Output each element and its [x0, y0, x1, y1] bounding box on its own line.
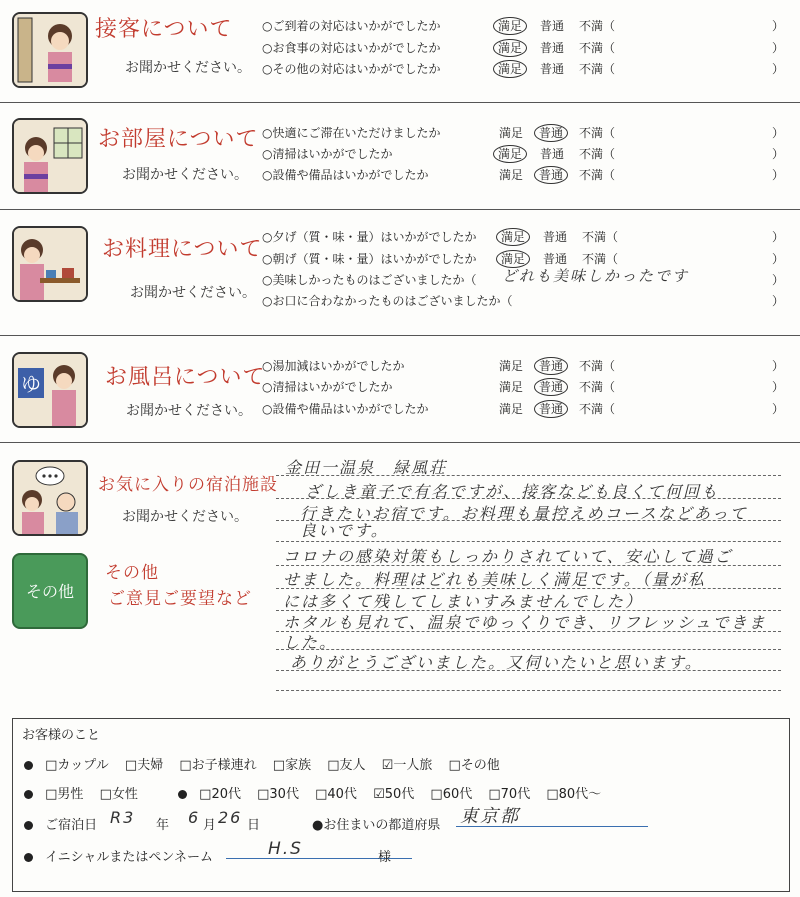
bath-q1-normal[interactable]: 普通	[534, 357, 568, 375]
stay-year-value[interactable]: R3	[110, 808, 136, 827]
close-paren: ）	[772, 147, 785, 161]
companion-friend[interactable]: □友人	[327, 758, 366, 773]
bath-q3-dissatisfied[interactable]: 不満（	[579, 402, 616, 416]
close-paren: ）	[772, 402, 785, 416]
guest-info-box	[12, 718, 790, 892]
food-q1-normal[interactable]: 普通	[543, 230, 568, 244]
hostess-bath-illustration	[12, 352, 88, 428]
favorite-line-4[interactable]: 良いです。	[300, 521, 389, 540]
room-q2-normal[interactable]: 普通	[540, 147, 565, 161]
age-30s[interactable]: □30代	[257, 787, 299, 802]
section-divider	[0, 209, 800, 210]
name-row	[24, 846, 213, 865]
companion-family[interactable]: □家族	[272, 758, 312, 773]
close-paren: ）	[772, 359, 785, 373]
close-paren: ）	[772, 41, 785, 55]
section-divider	[0, 335, 800, 336]
other-icon-box	[12, 553, 88, 629]
gender-female[interactable]: □女性	[99, 787, 138, 802]
companion-married[interactable]: □夫婦	[124, 758, 164, 773]
writing-rule	[276, 670, 781, 671]
hostess-food-illustration	[12, 226, 88, 302]
bullet	[24, 821, 33, 830]
bath-icon-text: ゆ	[21, 372, 41, 396]
close-paren: ）	[772, 380, 785, 394]
room-q1-satisfied[interactable]: 満足	[499, 126, 524, 140]
food-q3-answer[interactable]: どれも美味しかったです	[502, 267, 690, 285]
age-80s-plus[interactable]: □80代〜	[546, 787, 602, 802]
food-title: お料理について	[102, 237, 263, 262]
room-q2-satisfied[interactable]: 満足	[493, 145, 527, 163]
food-q3: ○美味しかったものはございましたか（	[262, 273, 477, 287]
food-q2-satisfied[interactable]: 満足	[496, 250, 530, 268]
room-title: お部屋について	[98, 127, 259, 152]
section-divider	[0, 102, 800, 103]
prefecture-value[interactable]: 東京都	[460, 806, 520, 827]
favorite-line-3[interactable]: 行きたいお宿です。お料理も量控えめコースなどあって	[300, 504, 748, 523]
service-title: 接客について	[95, 17, 233, 42]
other-title-2: ご意見ご要望など	[108, 589, 252, 609]
service-q3: ○その他の対応はいかがでしたか	[262, 62, 441, 76]
bath-subtitle: お聞かせください。	[126, 403, 252, 419]
bath-q2-normal[interactable]: 普通	[534, 378, 568, 396]
favorite-line-1[interactable]: 金田一温泉 緑風荘	[285, 458, 448, 477]
gender-male[interactable]: □男性	[45, 787, 84, 802]
bullet	[24, 790, 33, 799]
room-q3-normal[interactable]: 普通	[534, 166, 568, 184]
room-subtitle: お聞かせください。	[122, 167, 248, 183]
age-60s[interactable]: □60代	[430, 787, 473, 802]
companion-other[interactable]: □その他	[448, 758, 500, 773]
bath-q2-satisfied[interactable]: 満足	[499, 380, 524, 394]
food-q4: ○お口に合わなかったものはございましたか（	[262, 294, 513, 308]
room-q1: ○快適にご滞在いただけましたか	[262, 126, 441, 140]
food-q2-normal[interactable]: 普通	[543, 252, 568, 266]
close-paren: ）	[772, 19, 785, 33]
service-q2: ○お食事の対応はいかがでしたか	[262, 41, 441, 55]
age-50s[interactable]: ☑50代	[373, 787, 415, 802]
service-q1-satisfied[interactable]: 満足	[493, 17, 527, 35]
prefecture-underline	[456, 826, 648, 827]
writing-rule	[276, 631, 781, 632]
service-q1: ○ご到着の対応はいかがでしたか	[262, 19, 441, 33]
writing-rule	[276, 498, 781, 499]
bath-q3: ○設備や備品はいかがでしたか	[262, 402, 429, 416]
stay-day-value[interactable]: 26	[218, 808, 243, 827]
other-line-3[interactable]: には多くて残してしまいすみませんでした）	[283, 592, 644, 611]
age-40s[interactable]: □40代	[315, 787, 357, 802]
hostess-room-illustration	[12, 118, 88, 194]
hostess-door-illustration	[12, 12, 88, 88]
favorite-subtitle: お聞かせください。	[122, 509, 248, 525]
other-line-2[interactable]: せました。料理はどれも美味しく満足です。（量が私	[283, 570, 706, 589]
companion-with-kids[interactable]: □お子様連れ	[179, 758, 257, 773]
other-line-4[interactable]: ホタルも見れて、温泉でゆっくりでき、リフレッシュできま	[283, 613, 767, 632]
close-paren: ）	[772, 230, 785, 244]
close-paren: ）	[772, 62, 785, 76]
stay-date-label: ご宿泊日	[45, 818, 98, 833]
section-divider	[0, 442, 800, 443]
room-q1-dissatisfied[interactable]: 不満（	[579, 126, 616, 140]
food-q2-dissatisfied[interactable]: 不満（	[582, 252, 619, 266]
room-q3-dissatisfied[interactable]: 不満（	[579, 168, 616, 182]
prefecture-label: ●お住まいの都道府県	[312, 818, 441, 833]
food-q1-dissatisfied[interactable]: 不満（	[582, 230, 619, 244]
bath-q3-satisfied[interactable]: 満足	[499, 402, 524, 416]
day-unit: 日	[247, 818, 261, 833]
service-q1-dissatisfied[interactable]: 不満（	[579, 19, 616, 33]
writing-rule	[276, 475, 781, 476]
service-q2-satisfied[interactable]: 満足	[493, 39, 527, 57]
year-unit: 年	[156, 818, 170, 833]
bath-q2: ○清掃はいかがでしたか	[262, 380, 393, 394]
age-70s[interactable]: □70代	[488, 787, 531, 802]
writing-rule	[276, 541, 781, 542]
companion-solo[interactable]: ☑一人旅	[381, 758, 433, 773]
service-q3-dissatisfied[interactable]: 不満（	[579, 62, 616, 76]
room-q3-satisfied[interactable]: 満足	[499, 168, 524, 182]
room-q2-dissatisfied[interactable]: 不満（	[579, 147, 616, 161]
service-q3-satisfied[interactable]: 満足	[493, 60, 527, 78]
food-q2: ○朝げ（質・味・量）はいかがでしたか	[262, 252, 477, 266]
food-q1-satisfied[interactable]: 満足	[496, 228, 530, 246]
bath-q1: ○湯加減はいかがでしたか	[262, 359, 405, 373]
bath-title: お風呂について	[105, 365, 266, 390]
service-q3-normal[interactable]: 普通	[540, 62, 565, 76]
food-q1: ○夕げ（質・味・量）はいかがでしたか	[262, 230, 477, 244]
close-paren: ）	[772, 126, 785, 140]
writing-rule	[276, 690, 781, 691]
close-paren: ）	[772, 273, 785, 287]
gender-age-row	[24, 783, 613, 802]
bath-q2-dissatisfied[interactable]: 不満（	[579, 380, 616, 394]
chat-couple-illustration	[12, 460, 88, 536]
favorite-line-2[interactable]: ざしき童子で有名ですが、接客なども良くて何回も	[305, 482, 720, 501]
room-q1-normal[interactable]: 普通	[534, 124, 568, 142]
other-line-5[interactable]: した。	[283, 633, 338, 652]
food-subtitle: お聞かせください。	[130, 285, 256, 301]
name-value[interactable]: H.S	[268, 839, 303, 859]
bullet	[178, 790, 187, 799]
close-paren: ）	[772, 168, 785, 182]
room-q2: ○清掃はいかがでしたか	[262, 147, 393, 161]
room-q3: ○設備や備品はいかがでしたか	[262, 168, 429, 182]
other-line-1[interactable]: コロナの感染対策もしっかりされていて、安心して過ご	[283, 547, 733, 566]
month-unit: 月	[203, 818, 217, 833]
close-paren: ）	[772, 294, 785, 308]
other-icon-text: その他	[25, 582, 74, 601]
bullet	[24, 853, 33, 862]
guest-heading: お客様のこと	[22, 728, 101, 743]
age-20s[interactable]: □20代	[199, 787, 241, 802]
other-line-6[interactable]: ありがとうございました。又伺いたいと思います。	[290, 653, 703, 672]
service-q2-normal[interactable]: 普通	[540, 41, 565, 55]
bath-q3-normal[interactable]: 普通	[534, 400, 568, 418]
bath-q1-satisfied[interactable]: 満足	[499, 359, 524, 373]
other-title-1: その他	[105, 563, 159, 583]
companion-couple[interactable]: □カップル	[45, 758, 109, 773]
close-paren: ）	[772, 252, 785, 266]
bullet	[24, 761, 33, 770]
name-suffix: 様	[378, 850, 392, 865]
service-q2-dissatisfied[interactable]: 不満（	[579, 41, 616, 55]
bath-q1-dissatisfied[interactable]: 不満（	[579, 359, 616, 373]
service-q1-normal[interactable]: 普通	[540, 19, 565, 33]
service-subtitle: お聞かせください。	[125, 60, 251, 76]
favorite-title: お気に入りの宿泊施設	[98, 475, 278, 495]
companion-row	[24, 754, 512, 773]
stay-month-value[interactable]: 6	[188, 808, 201, 827]
writing-rule	[276, 565, 781, 566]
name-label: イニシャルまたはペンネーム	[45, 850, 213, 865]
stay-date-row	[24, 814, 97, 833]
